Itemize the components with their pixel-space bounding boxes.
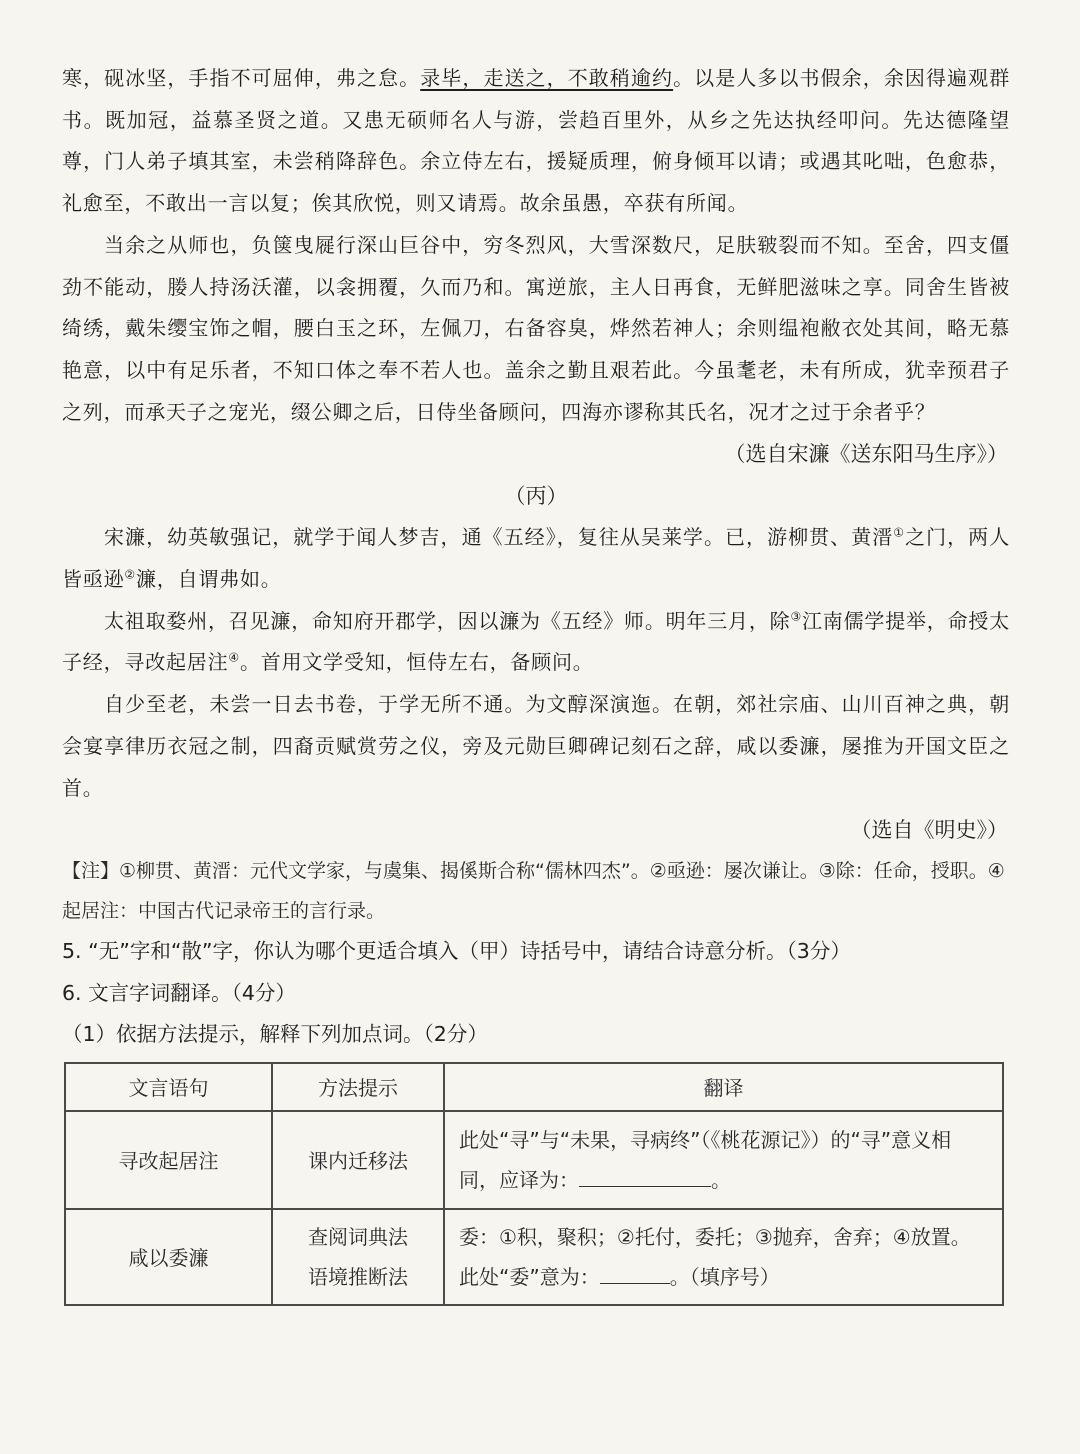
cell-sentence: 咸以委濂 <box>65 1209 272 1305</box>
passage-yi-paragraph-1: 寒，砚冰坚，手指不可屈伸，弗之怠。录毕，走送之，不敢稍逾约。以是人多以书假余，余因得遍观群书。既加冠，益慕圣贤之道。又患无硕师名人与游，尝趋百里外，从乡之先达执经叩问。先达德隆望尊，门人弟子填其室，未尝稍降辞色。余立侍左右，援疑质理，俯身倾耳以请；或遇其叱咄，色愈恭，礼愈至，不敢出一言以复；俟其欣悦，则又请焉。故余虽愚，卒获有所闻。 <box>62 66 1010 216</box>
translation-table <box>64 1062 1004 1306</box>
footnote-marker: ③ <box>790 609 802 624</box>
passage-yi-source: （选自宋濂《送东阳马生序》） <box>724 442 1008 467</box>
question-6: 6. 文言字词翻译。（4分） <box>62 980 296 1005</box>
cell-translation: 此处“寻”与“未果，寻病终”（《桃花源记》）的“寻”意义相同，应译为： 。 <box>444 1111 1003 1209</box>
note-label: 【注】 <box>62 860 120 883</box>
footnote-marker: ② <box>124 567 136 582</box>
passage-bing-paragraph-2: 太祖取婺州，召见濂，命知府开郡学，因以濂为《五经》师。明年三月，除③江南儒学提举，命授太子经，寻改起居注④。首用文学受知，恒侍左右，备顾问。 <box>62 608 1011 675</box>
question-6-1: （1）依据方法提示，解释下列加点词。（2分） <box>62 1022 488 1047</box>
header-sentence: 文言语句 <box>65 1063 272 1111</box>
footnote-marker: ④ <box>228 650 240 665</box>
underlined-sentence: 录毕，走送之，不敢稍逾约 <box>420 66 674 90</box>
passage-bing-paragraph-1: 宋濂，幼英敏强记，就学于闻人梦吉，通《五经》，复往从吴莱学。已，游柳贯、黄溍①之门，两人皆亟逊②濂，自谓弗如。 <box>62 525 1010 592</box>
table-row <box>65 1111 1003 1209</box>
passage-bing-source: （选自《明史》） <box>850 818 1008 843</box>
cell-method: 查阅词典法 语境推断法 <box>272 1209 444 1305</box>
answer-blank[interactable] <box>579 1164 711 1187</box>
cell-method: 课内迁移法 <box>272 1111 444 1209</box>
footnote-marker: ① <box>893 525 906 540</box>
footnotes: 【注】①柳贯、黄溍：元代文学家，与虞集、揭傒斯合称“儒林四杰”。②亟逊：屡次谦让。③除：任命，授职。④起居注：中国古代记录帝王的言行录。 <box>62 860 1005 923</box>
passage-yi-paragraph-2: 当余之从师也，负箧曳屣行深山巨谷中，穷冬烈风，大雪深数尺，足肤皲裂而不知。至舍，四支僵劲不能动，媵人持汤沃灌，以衾拥覆，久而乃和。寓逆旅，主人日再食，无鲜肥滋味之享。同舍生皆被绮绣，戴朱缨宝饰之帽，腰白玉之环，左佩刀，右备容臭，烨然若神人；余则缊袍敝衣处其间，略无慕艳意，以中有足乐者，不知口体之奉不若人也。盖余之勤且艰若此。今虽耄老，未有所成，犹幸预君子之列，而承天子之宠光，缀公卿之后，日侍坐备顾问，四海亦谬称其氏名，况才之过于余者乎？ <box>62 232 1010 424</box>
question-5: 5. “无”字和“散”字，你认为哪个更适合填入（甲）诗括号中，请结合诗意分析。（3分） <box>62 939 851 964</box>
table-row <box>65 1209 1003 1305</box>
header-method: 方法提示 <box>272 1063 444 1111</box>
table-header-row <box>65 1063 1003 1111</box>
passage-bing-paragraph-3: 自少至老，未尝一日去书卷，于学无所不通。为文醇深演迤。在朝，郊社宗庙、山川百神之典，朝会宴享律历衣冠之制，四裔贡赋赏劳之仪，旁及元勋巨卿碑记刻石之辞，咸以委濂，屡推为开国文臣之首。 <box>62 692 1010 800</box>
cell-translation: 委：①积，聚积；②托付，委托；③抛弃，舍弃；④放置。此处“委”意为： 。（填序号） <box>444 1209 1003 1305</box>
header-translation: 翻译 <box>444 1063 1003 1111</box>
passage-bing-heading: （丙） <box>504 484 568 509</box>
cell-sentence: 寻改起居注 <box>65 1111 272 1209</box>
answer-blank[interactable] <box>600 1261 670 1284</box>
